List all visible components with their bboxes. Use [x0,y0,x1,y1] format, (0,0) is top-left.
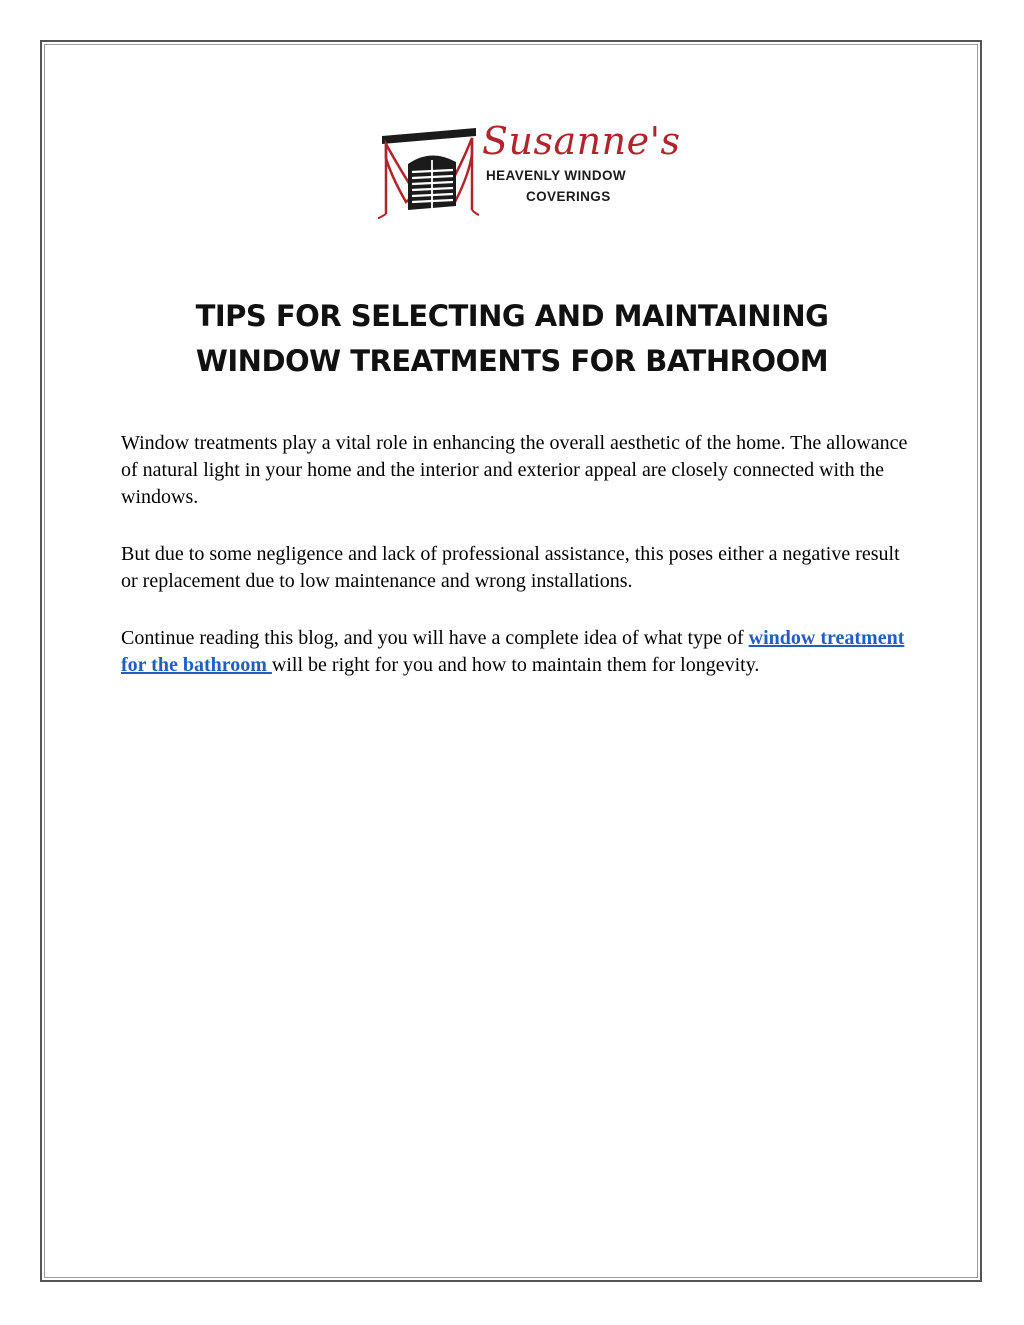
logo-tagline-line-2: COVERINGS [526,189,611,204]
company-logo [376,118,681,220]
paragraph-continue-end: will be right for you and how to maintain them for longevity. [271,654,760,676]
paragraph-continue [121,625,911,679]
paragraph-problem: But due to some negligence and lack of professional assistance, this poses either a negative result or replacement due to low maintenance and wrong installations. [121,543,900,592]
article-body [121,430,911,703]
logo-tagline-line-1: HEAVENLY WINDOW [486,168,627,183]
title-line-2: WINDOW TREATMENTS FOR BATHROOM [195,344,829,378]
article-title [120,294,904,384]
window-curtain-icon [376,122,480,220]
logo-brand-name: Susanne's [482,119,681,163]
paragraph-continue-start: Continue reading this blog, and you will have a complete idea of what type of [121,627,744,649]
title-line-1: TIPS FOR SELECTING AND MAINTAINING [195,299,829,333]
bathroom-window-treatment-link[interactable]: window treatment for the bathroom [121,627,905,676]
paragraph-intro: Window treatments play a vital role in enhancing the overall aesthetic of the home. The allowance of natural light in your home and the interior and exterior appeal are closely connected with the windows. [121,432,908,508]
